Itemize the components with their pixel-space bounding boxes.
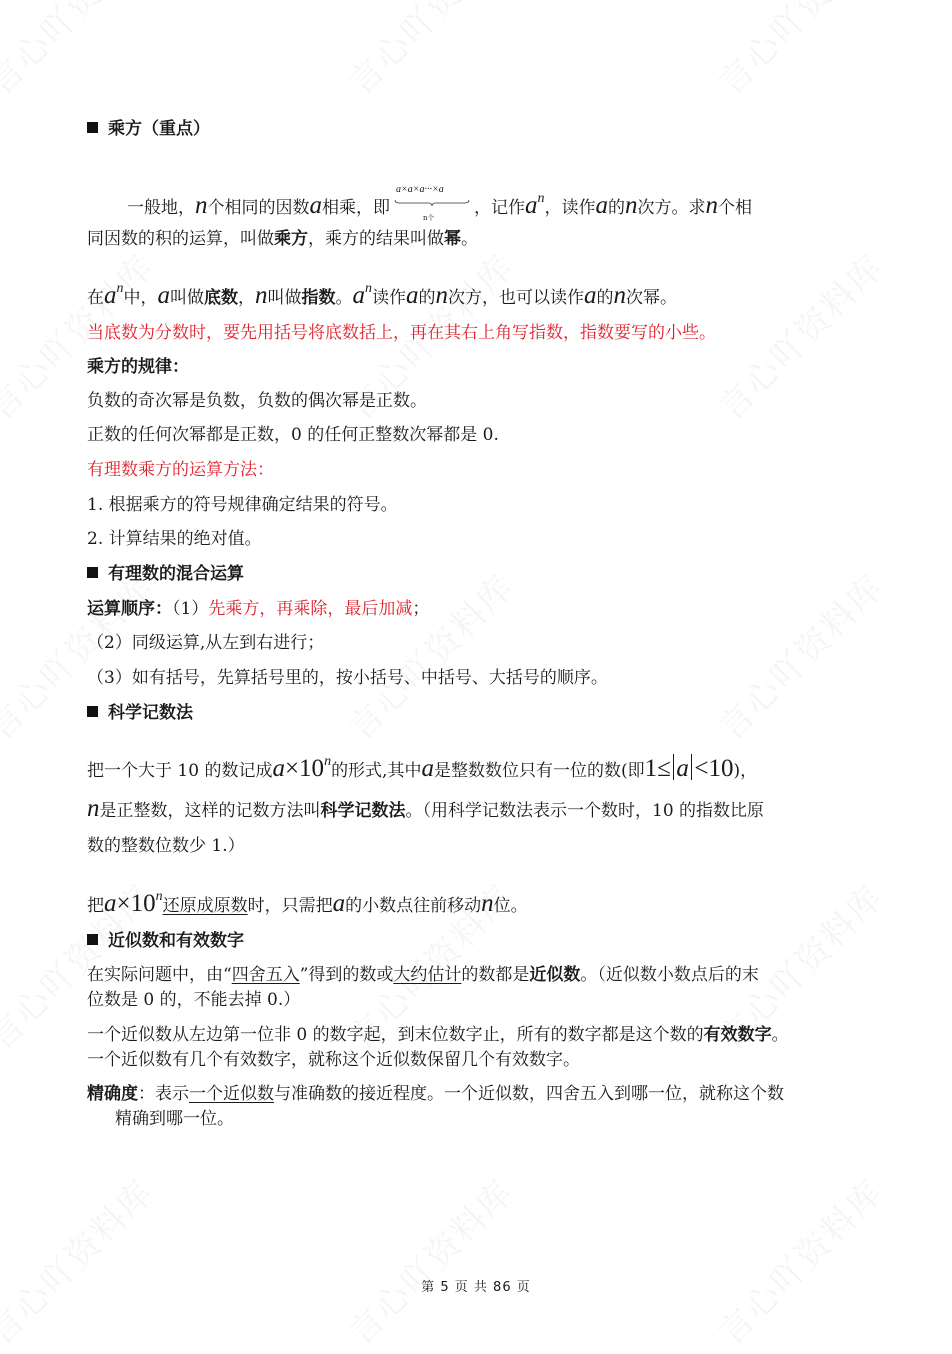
significant-figures-line1: 一个近似数从左边第一位非 0 的数字起，到末位数字止，所有的数字都是这个数的有效数字。 xyxy=(87,1025,789,1045)
square-bullet-icon xyxy=(87,934,98,945)
section-heading-power: 乘方（重点） xyxy=(87,118,210,140)
power-rules-title: 乘方的规律： xyxy=(87,357,189,377)
power-rule-1: 负数的奇次幂是负数，负数的偶次幂是正数。 xyxy=(87,391,427,411)
fraction-base-note: 当底数为分数时，要先用括号将底数括上，再在其右上角写指数，指数要写的小些。 xyxy=(87,323,716,343)
abs-bar-left xyxy=(673,754,675,780)
precision-line1: 精确度：表示一个近似数与准确数的接近程度。一个近似数，四舍五入到哪一位，就称这个数 xyxy=(87,1084,784,1104)
watermark-text xyxy=(705,562,892,749)
scientific-definition-line2: n是正整数，这样的记数方法叫科学记数法。（用科学记数法表示一个数时，10 的指数比原 xyxy=(87,795,765,822)
abs-bar-right xyxy=(691,754,693,780)
section-heading-mixed: 有理数的混合运算 xyxy=(87,563,244,585)
scientific-definition-line3: 数的整数位数少 1.） xyxy=(87,836,245,856)
watermark-text xyxy=(705,242,892,429)
square-bullet-icon xyxy=(87,567,98,578)
precision-line2: 精确到哪一位。 xyxy=(115,1109,234,1129)
square-bullet-icon xyxy=(87,706,98,717)
power-method-2: 2. 计算结果的绝对值。 xyxy=(87,529,262,549)
watermark-text xyxy=(335,0,522,104)
significant-figures-line2: 一个近似数有几个有效数字，就称这个近似数保留几个有效数字。 xyxy=(87,1050,580,1070)
power-rule-2: 正数的任何次幂都是正数，0 的任何正整数次幂都是 0. xyxy=(87,425,499,445)
watermark-text xyxy=(335,1167,522,1354)
power-definition-line2: 同因数的积的运算，叫做乘方，乘方的结果叫做幂。 xyxy=(87,229,478,249)
approx-definition-line1: 在实际问题中，由“四舍五入”得到的数或大约估计的数都是近似数。（近似数小数点后的末 xyxy=(87,965,759,985)
section-heading-scientific: 科学记数法 xyxy=(87,702,193,724)
watermark-text xyxy=(705,0,892,104)
scientific-definition-line1: 把一个大于 10 的数记成$a\times 10^n$的形式,其中a是整数数位只有一位的数(即1≤ a <10)， xyxy=(87,754,758,782)
operation-order-line3: （3）如有括号，先算括号里的，按小括号、中括号、大括号的顺序。 xyxy=(87,668,608,688)
power-definition-line1: 一般地，n个相同的因数a相乘，即 a×a×a···×a n个 ，记作$a^n$，读作a的n次方。求n个相 xyxy=(127,184,752,222)
section-heading-approx: 近似数和有效数字 xyxy=(87,930,244,952)
watermark-text xyxy=(335,562,522,749)
underbrace-icon xyxy=(394,199,470,207)
operation-order-line1: 运算顺序：（1）先乘方，再乘除，最后加减； xyxy=(87,599,430,619)
underbrace-formula: a×a×a···×a n个 xyxy=(394,193,470,215)
watermark-text xyxy=(0,0,163,104)
approx-definition-line2: 位数是 0 的，不能去掉 0.） xyxy=(87,990,301,1010)
scientific-restore-line: 把$a\times 10^n$还原成原数时，只需把a的小数点往前移动n位。 xyxy=(87,889,528,917)
power-method-title: 有理数乘方的运算方法： xyxy=(87,460,274,480)
square-bullet-icon xyxy=(87,122,98,133)
power-terms-line: 在$a^n$中，a叫做底数，n叫做指数。$a^n$读作a的n次方，也可以读作a的n次幂。 xyxy=(87,281,677,309)
operation-order-line2: （2）同级运算,从左到右进行； xyxy=(87,633,325,653)
power-method-1: 1. 根据乘方的符号规律确定结果的符号。 xyxy=(87,495,398,515)
page-footer: 第 5 页 共 86 页 xyxy=(421,1280,531,1295)
watermark-text xyxy=(705,1167,892,1354)
watermark-text xyxy=(0,1167,163,1354)
